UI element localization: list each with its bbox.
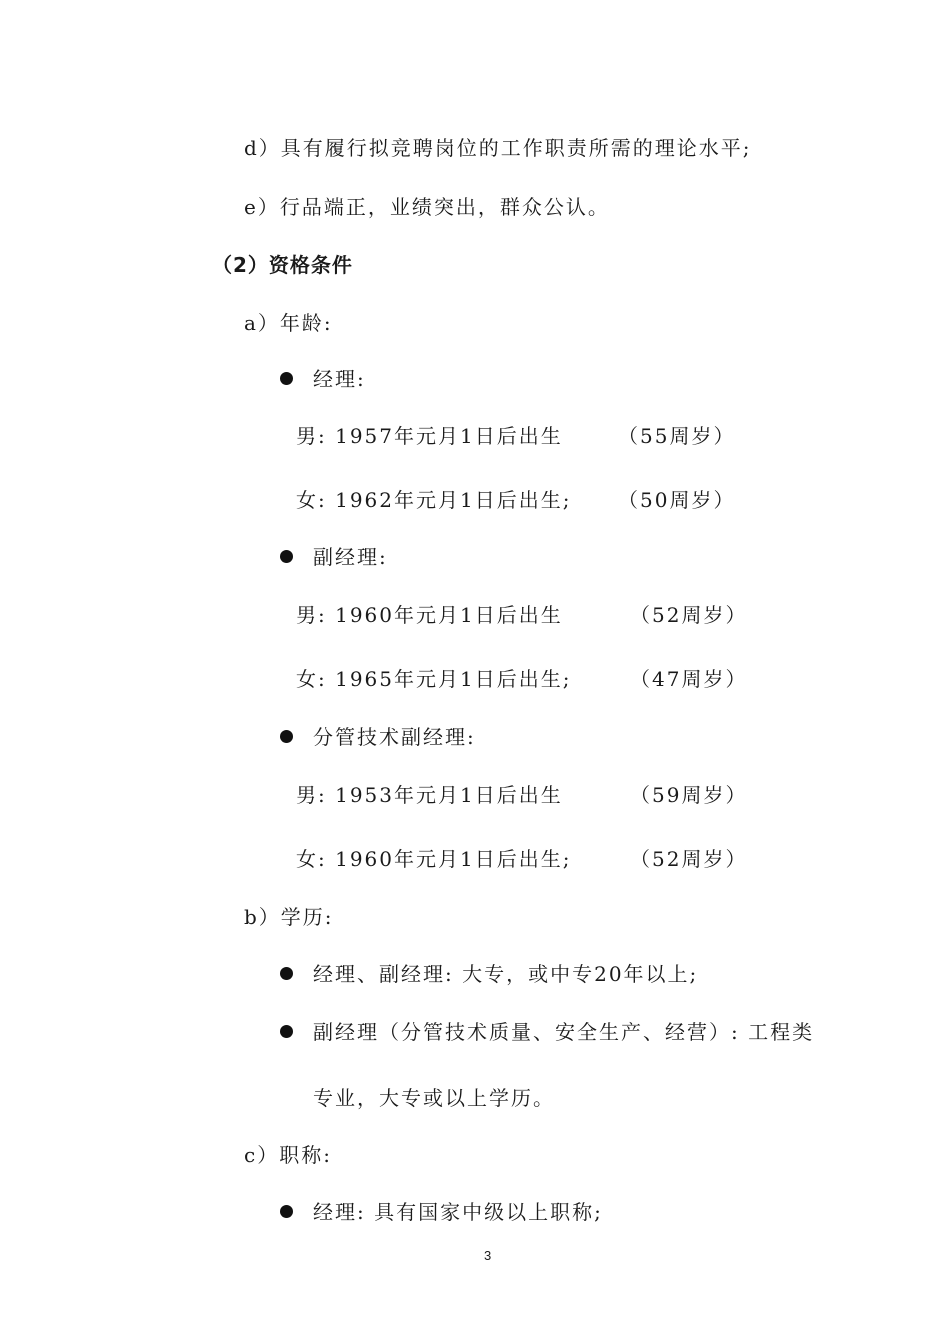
title-item-1: 经理: 具有国家中级以上职称; xyxy=(313,1200,603,1224)
manager-age-title: 经理: xyxy=(313,367,366,391)
age-label: a）年龄: xyxy=(244,311,333,335)
tech-deputy-female-age: （52周岁） xyxy=(630,847,748,871)
manager-male: 男: 1957年元月1日后出生 xyxy=(296,424,563,448)
page-number: 3 xyxy=(484,1248,492,1263)
deputy-male-age: （52周岁） xyxy=(630,603,748,627)
deputy-male: 男: 1960年元月1日后出生 xyxy=(296,603,563,627)
deputy-female: 女: 1965年元月1日后出生; xyxy=(296,667,572,691)
bullet-icon xyxy=(280,372,293,385)
item-d: d）具有履行拟竞聘岗位的工作职责所需的理论水平; xyxy=(244,136,752,160)
section-heading: （2）资格条件 xyxy=(212,253,353,277)
bullet-icon xyxy=(280,550,293,563)
bullet-icon xyxy=(280,1205,293,1218)
deputy-age-title: 副经理: xyxy=(313,545,388,569)
education-item-1: 经理、副经理: 大专，或中专20年以上; xyxy=(313,962,699,986)
bullet-icon xyxy=(280,1025,293,1038)
title-label: c）职称: xyxy=(244,1143,332,1167)
tech-deputy-male-age: （59周岁） xyxy=(630,783,748,807)
tech-deputy-female: 女: 1960年元月1日后出生; xyxy=(296,847,572,871)
education-item-2-cont: 专业，大专或以上学历。 xyxy=(313,1086,555,1110)
bullet-icon xyxy=(280,730,293,743)
manager-male-age: （55周岁） xyxy=(618,424,736,448)
manager-female: 女: 1962年元月1日后出生; xyxy=(296,488,572,512)
manager-female-age: （50周岁） xyxy=(618,488,736,512)
education-label: b）学历: xyxy=(244,905,334,929)
education-item-2: 副经理（分管技术质量、安全生产、经营）: 工程类 xyxy=(313,1020,815,1044)
bullet-icon xyxy=(280,967,293,980)
tech-deputy-age-title: 分管技术副经理: xyxy=(313,725,476,749)
item-e: e）行品端正，业绩突出，群众公认。 xyxy=(244,195,610,219)
tech-deputy-male: 男: 1953年元月1日后出生 xyxy=(296,783,563,807)
deputy-female-age: （47周岁） xyxy=(630,667,748,691)
